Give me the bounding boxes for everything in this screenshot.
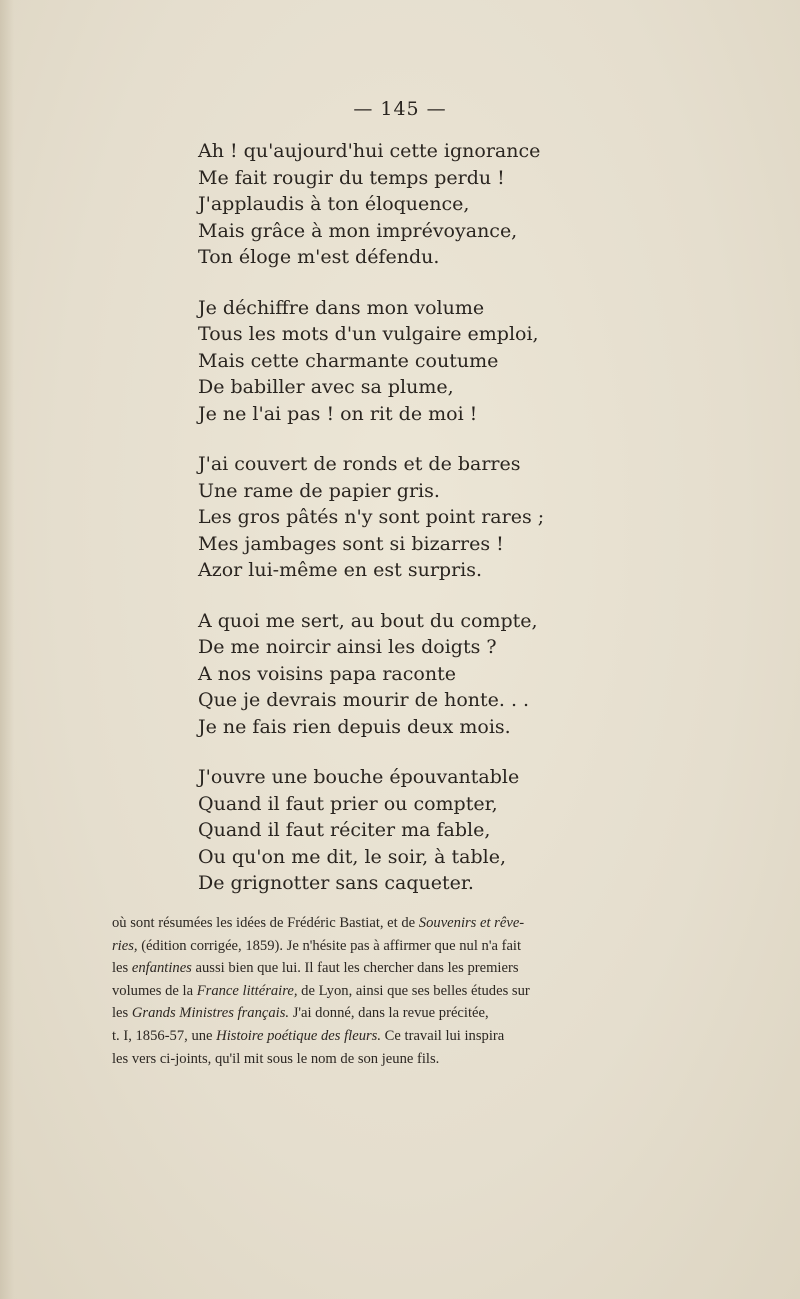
- poem-line: Les gros pâtés n'y sont point rares ;: [198, 506, 545, 528]
- footnote-line: les Grands Ministres français. J'ai donné, dans la revue précitée,: [112, 1005, 489, 1022]
- poem-line: Tous les mots d'un vulgaire emploi,: [198, 323, 539, 345]
- footnote-line: ries, (édition corrigée, 1859). Je n'hésite pas à affirmer que nul n'a fait: [112, 937, 522, 954]
- stanza-4: [198, 608, 578, 741]
- poem-line: A quoi me sert, au bout du compte,: [198, 609, 538, 632]
- poem-line: Me fait rougir du temps perdu !: [198, 166, 505, 189]
- footnote-line: volumes de la France littéraire, de Lyon, ainsi que ses belles études sur: [112, 982, 530, 999]
- poem-line: J'ouvre une bouche épouvantable: [198, 766, 520, 788]
- poem-line: Mais grâce à mon imprévoyance,: [198, 219, 518, 242]
- footnote-line: les enfantines aussi bien que lui. Il faut les chercher dans les premiers: [112, 960, 519, 977]
- stanza-2: [198, 295, 578, 428]
- poem: [198, 138, 578, 921]
- poem-line: Que je devrais mourir de honte. . .: [198, 689, 530, 711]
- poem-line: Ou qu'on me dit, le soir, à table,: [198, 845, 506, 868]
- page-number: — 145 —: [353, 98, 447, 120]
- poem-line: De grignotter sans caqueter.: [198, 872, 474, 894]
- poem-line: Une rame de papier gris.: [198, 479, 440, 502]
- poem-line: De me noircir ainsi les doigts ?: [198, 636, 497, 658]
- page-edge-shadow: [0, 0, 14, 1299]
- poem-line: A nos voisins papa raconte: [198, 662, 456, 685]
- poem-line: Quand il faut prier ou compter,: [198, 792, 498, 815]
- stanza-5: [198, 764, 578, 897]
- footnote-line: t. I, 1856-57, une Histoire poétique des fleurs. Ce travail lui inspira: [112, 1027, 505, 1044]
- stanza-1: [198, 138, 578, 271]
- poem-line: Je déchiffre dans mon volume: [198, 296, 485, 319]
- poem-line: Je ne fais rien depuis deux mois.: [198, 715, 511, 738]
- poem-line: Ton éloge m'est défendu.: [198, 246, 440, 268]
- footnote-line: les vers ci-joints, qu'il mit sous le nom de son jeune fils.: [112, 1050, 440, 1067]
- poem-line: Ah ! qu'aujourd'hui cette ignorance: [198, 140, 541, 162]
- poem-line: Mais cette charmante coutume: [198, 349, 499, 372]
- poem-line: Quand il faut réciter ma fable,: [198, 819, 491, 841]
- poem-line: Mes jambages sont si bizarres !: [198, 532, 504, 555]
- poem-line: J'applaudis à ton éloquence,: [198, 193, 470, 215]
- poem-line: Azor lui-même en est surpris.: [198, 559, 483, 581]
- poem-line: De babiller avec sa plume,: [198, 376, 454, 398]
- stanza-3: [198, 451, 578, 584]
- footnote: [112, 912, 652, 1070]
- poem-line: Je ne l'ai pas ! on rit de moi !: [198, 402, 478, 425]
- poem-line: J'ai couvert de ronds et de barres: [198, 453, 521, 475]
- footnote-line: où sont résumées les idées de Frédéric Bastiat, et de Souvenirs et rêve-: [112, 915, 525, 931]
